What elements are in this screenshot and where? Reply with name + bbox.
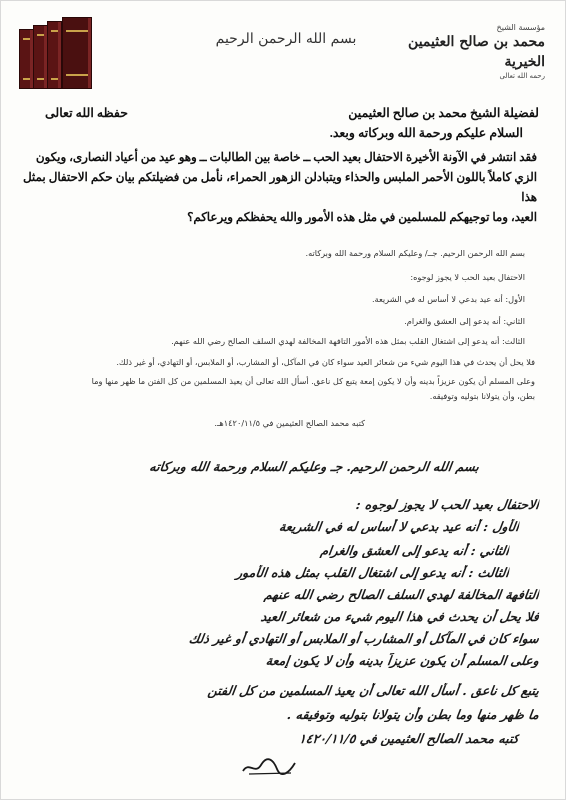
handwritten-line: وعلى المسلم أن يكون عزيزاً بدينه وأن لا يكون إمعة [264, 653, 541, 668]
answer-opening: بسم الله الرحمن الرحيم. جــ/ وعليكم السلام ورحمة الله وبركاته. [305, 248, 525, 258]
handwritten-line: الثاني : أنه يدعو إلى العشق والغرام [319, 543, 511, 558]
handwritten-line: ما ظهر منها وما بطن وأن يتولانا بتوليه وتوفيقه . [286, 707, 541, 722]
handwritten-line: كتبه محمد الصالح العثيمين في ١٤٢٠/١١/٥ [298, 731, 521, 746]
answer-line: بطن، وأن يتولانا بتوليه وتوفيقه. [429, 391, 535, 401]
handwritten-answer [59, 459, 539, 779]
handwritten-line: سواء كان في المآكل أو المشارب أو الملابس أو التهادي أو غير ذلك [187, 631, 541, 646]
answer-line: وعلى المسلم أن يكون عزيزاً بدينه وأن لا يكون إمعة يتبع كل ناعق. أسأل الله تعالى أن يعيذ المسلمين من كل الفتن ما ظهر منها وما [91, 376, 535, 386]
answer-line: الأول: أنه عيد بدعي لا أساس له في الشريعة. [371, 294, 525, 304]
handwritten-line: الاحتفال بعيد الحب لا يجوز لوجوه : [354, 497, 541, 512]
answer-line: الثالث: أنه يدعو إلى اشتغال القلب بمثل هذه الأمور التافهة المخالفة لهدي السلف الصالح رضي الله عنهم. [171, 336, 525, 346]
handwritten-line: الثالث : أنه يدعو إلى اشتغال القلب بمثل هذه الأمور [235, 565, 511, 580]
foundation-letterhead [405, 23, 545, 80]
question-line: الزي كاملاً باللون الأحمر الملبس والحذاء ويتبادلن الزهور الحمراء، نأمل من فضيلتكم بيان حكم الاحتفال بمثل هذا [23, 170, 537, 204]
question-greeting: السلام عليكم ورحمة الله وبركاته وبعد. [329, 126, 523, 140]
answer-line: الثاني: أنه يدعو إلى العشق والغرام. [404, 316, 525, 326]
answer-line: الاحتفال بعيد الحب لا يجوز لوجوه: [410, 272, 525, 282]
answer-signature-line: كتبه محمد الصالح العثيمين في ١٤٢٠/١١/٥هـ. [214, 418, 365, 428]
foundation-line3: رحمه الله تعالى [499, 72, 545, 80]
foundation-line1: مؤسسة الشيخ [496, 23, 545, 32]
question-body [23, 147, 537, 227]
answer-line: فلا يحل أن يحدث في هذا اليوم شيء من شعائر العيد سواء كان في المآكل، أو المشارب، أو الملابس، أو التهادي، أو غير ذلك. [116, 357, 535, 367]
handwritten-signature [239, 755, 299, 777]
foundation-name: محمد بن صالح العثيمين الخيرية [408, 34, 545, 70]
question-addressee: لفضيلة الشيخ محمد بن صالح العثيمين [348, 106, 539, 120]
question-line: فقد انتشر في الآونة الأخيرة الاحتفال بعيد الحب ــ خاصة بين الطالبات ــ وهو عيد من أعياد النصارى، ويكون [35, 150, 537, 164]
handwritten-line: يتبع كل ناعق . أسأل الله تعالى أن يعيذ المسلمين من كل الفتن [206, 683, 541, 698]
handwritten-line: بسم الله الرحمن الرحيم. جـ وعليكم السلام ورحمة الله وبركاته [148, 459, 481, 474]
handwritten-line: الأول : أنه عيد بدعي لا أساس له في الشريعة [278, 519, 521, 534]
handwritten-line: التافهة المخالفة لهدي السلف الصالح رضي الله عنهم [263, 587, 541, 602]
books-logo-icon [19, 19, 91, 89]
question-line: العيد، وما توجيهكم للمسلمين في مثل هذه الأمور والله يحفظكم ويرعاكم؟ [187, 210, 537, 224]
handwritten-line: فلا يحل أن يحدث في هذا اليوم شيء من شعائر العيد [259, 609, 541, 624]
header-basmala: بسم الله الرحمن الرحيم [215, 31, 357, 47]
question-honorific: حفظه الله تعالى [45, 106, 128, 120]
